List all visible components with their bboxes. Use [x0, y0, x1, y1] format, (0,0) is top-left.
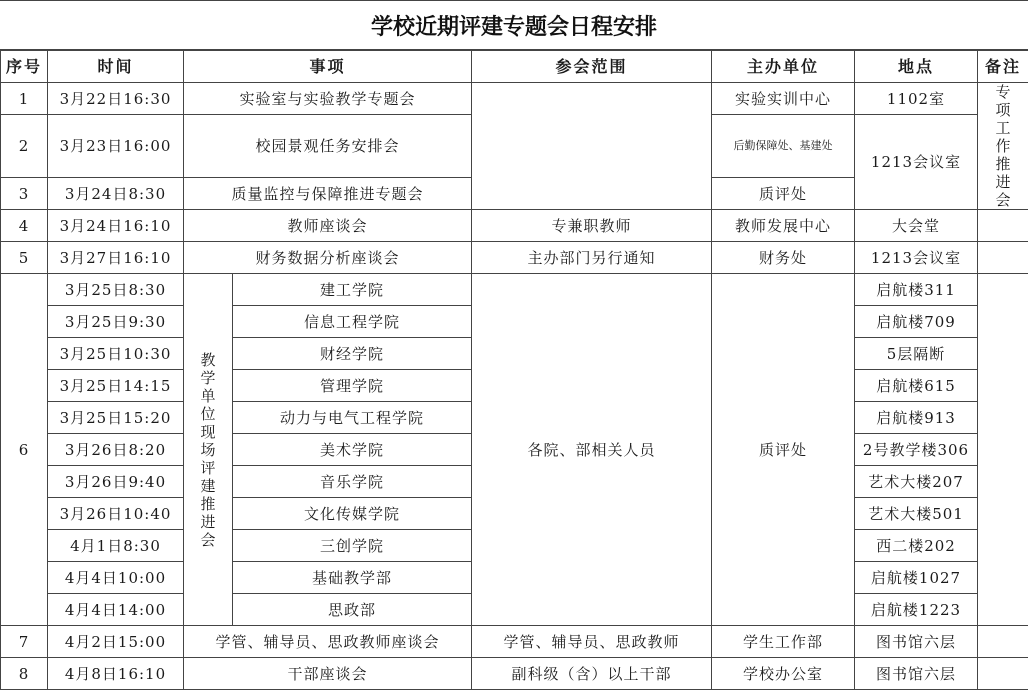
cell-time: 4月4日10:00	[48, 562, 184, 594]
cell-place: 艺术大楼501	[855, 498, 978, 530]
cell-item: 信息工程学院	[233, 306, 472, 338]
cell-time: 3月24日16:10	[48, 210, 184, 242]
cell-scope: 副科级（含）以上干部	[472, 658, 712, 690]
cell-place: 1102室	[855, 83, 978, 115]
header-time: 时间	[48, 51, 184, 83]
cell-time: 3月26日9:40	[48, 466, 184, 498]
cell-place: 西二楼202	[855, 530, 978, 562]
header-row	[1, 51, 1028, 83]
cell-no: 1	[1, 83, 48, 115]
cell-scope: 专兼职教师	[472, 210, 712, 242]
header-no: 序号	[1, 51, 48, 83]
cell-place: 图书馆六层	[855, 658, 978, 690]
cell-scope: 各院、部相关人员	[472, 274, 712, 626]
cell-time: 3月25日15:20	[48, 402, 184, 434]
cell-place: 2号教学楼306	[855, 434, 978, 466]
cell-item: 动力与电气工程学院	[233, 402, 472, 434]
cell-no: 4	[1, 210, 48, 242]
header-note: 备注	[978, 51, 1028, 83]
table-row	[1, 658, 1028, 690]
cell-no: 6	[1, 274, 48, 626]
cell-place: 启航楼1223	[855, 594, 978, 626]
cell-no: 3	[1, 178, 48, 210]
cell-place: 1213会议室	[855, 115, 978, 210]
cell-item: 学管、辅导员、思政教师座谈会	[184, 626, 472, 658]
cell-time: 3月25日14:15	[48, 370, 184, 402]
cell-item: 财务数据分析座谈会	[184, 242, 472, 274]
cell-time: 3月26日8:20	[48, 434, 184, 466]
table-row	[1, 242, 1028, 274]
cell-item: 三创学院	[233, 530, 472, 562]
cell-item: 实验室与实验教学专题会	[184, 83, 472, 115]
cell-note-empty	[978, 626, 1028, 658]
cell-no: 2	[1, 115, 48, 178]
cell-time: 4月4日14:00	[48, 594, 184, 626]
cell-note-empty	[978, 274, 1028, 626]
cell-item: 校园景观任务安排会	[184, 115, 472, 178]
document-title: 学校近期评建专题会日程安排	[0, 0, 1028, 50]
cell-place: 启航楼709	[855, 306, 978, 338]
cell-host: 质评处	[712, 274, 855, 626]
cell-item: 文化传媒学院	[233, 498, 472, 530]
header-host: 主办单位	[712, 51, 855, 83]
cell-host: 学生工作部	[712, 626, 855, 658]
cell-item: 美术学院	[233, 434, 472, 466]
cell-time: 3月24日8:30	[48, 178, 184, 210]
cell-no: 7	[1, 626, 48, 658]
cell-item: 干部座谈会	[184, 658, 472, 690]
cell-place: 启航楼1027	[855, 562, 978, 594]
cell-time: 4月2日15:00	[48, 626, 184, 658]
cell-place: 艺术大楼207	[855, 466, 978, 498]
cell-item: 财经学院	[233, 338, 472, 370]
table-row	[1, 274, 1028, 306]
cell-time: 3月26日10:40	[48, 498, 184, 530]
cell-item: 建工学院	[233, 274, 472, 306]
cell-note-empty	[978, 210, 1028, 242]
cell-time: 4月8日16:10	[48, 658, 184, 690]
cell-host: 学校办公室	[712, 658, 855, 690]
table-row	[1, 210, 1028, 242]
table-row	[1, 83, 1028, 115]
cell-host: 质评处	[712, 178, 855, 210]
cell-time: 4月1日8:30	[48, 530, 184, 562]
cell-time: 3月22日16:30	[48, 83, 184, 115]
cell-item: 管理学院	[233, 370, 472, 402]
cell-no: 8	[1, 658, 48, 690]
cell-group-label	[184, 274, 233, 626]
cell-time: 3月25日8:30	[48, 274, 184, 306]
table-row	[1, 626, 1028, 658]
header-item: 事项	[184, 51, 472, 83]
cell-place: 启航楼311	[855, 274, 978, 306]
group-label-text: 教学单位现场评建推进会	[199, 351, 217, 549]
cell-place: 启航楼615	[855, 370, 978, 402]
cell-time: 3月25日9:30	[48, 306, 184, 338]
cell-scope-empty	[472, 83, 712, 210]
cell-place: 5层隔断	[855, 338, 978, 370]
cell-item: 质量监控与保障推进专题会	[184, 178, 472, 210]
cell-note	[978, 83, 1028, 210]
cell-place: 图书馆六层	[855, 626, 978, 658]
cell-item: 音乐学院	[233, 466, 472, 498]
cell-time: 3月23日16:00	[48, 115, 184, 178]
schedule-table	[0, 50, 1028, 690]
cell-no: 5	[1, 242, 48, 274]
cell-place: 启航楼913	[855, 402, 978, 434]
cell-host: 实验实训中心	[712, 83, 855, 115]
cell-time: 3月27日16:10	[48, 242, 184, 274]
cell-host: 教师发展中心	[712, 210, 855, 242]
cell-item: 教师座谈会	[184, 210, 472, 242]
cell-scope: 学管、辅导员、思政教师	[472, 626, 712, 658]
header-scope: 参会范围	[472, 51, 712, 83]
cell-item: 基础教学部	[233, 562, 472, 594]
cell-item: 思政部	[233, 594, 472, 626]
cell-place: 大会堂	[855, 210, 978, 242]
cell-time: 3月25日10:30	[48, 338, 184, 370]
cell-host: 后勤保障处、基建处	[712, 115, 855, 178]
cell-host: 财务处	[712, 242, 855, 274]
cell-scope: 主办部门另行通知	[472, 242, 712, 274]
cell-place: 1213会议室	[855, 242, 978, 274]
note-text: 专项工作推进会	[993, 83, 1013, 209]
cell-note-empty	[978, 658, 1028, 690]
cell-note-empty	[978, 242, 1028, 274]
header-place: 地点	[855, 51, 978, 83]
